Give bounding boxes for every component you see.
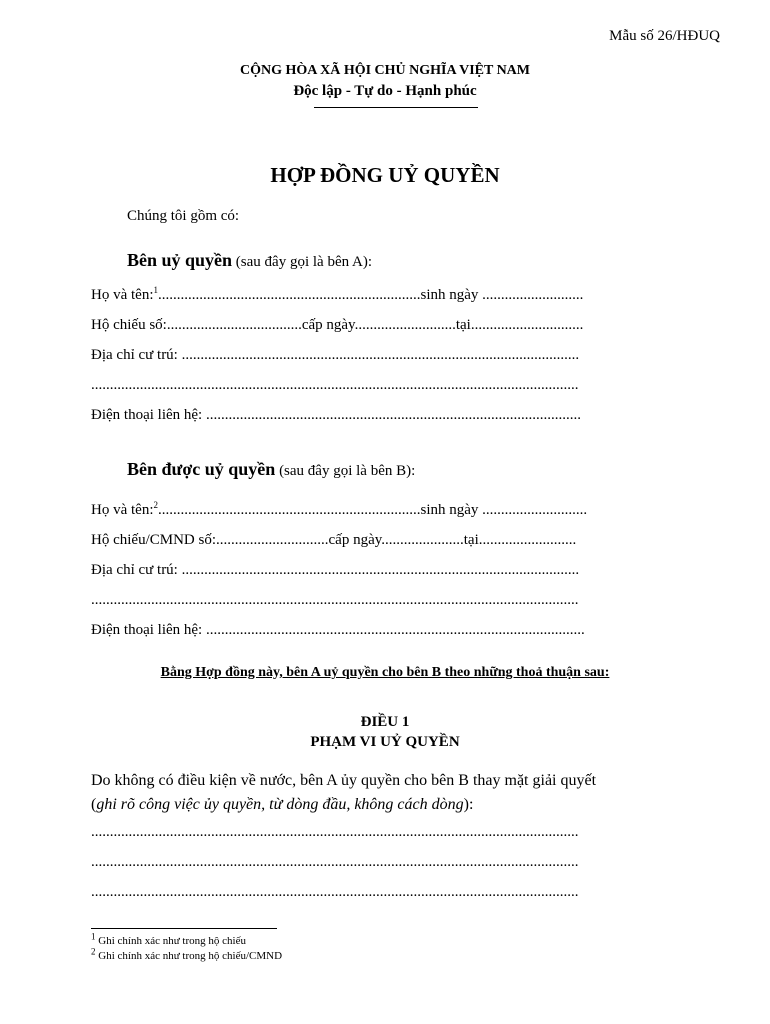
party-a-address-continuation[interactable]: .................................................................................................................................. (91, 377, 579, 393)
party-a-issued-field[interactable]: ........................... (354, 317, 456, 333)
party-b-phone-label: Điện thoại liên hệ: (91, 622, 206, 638)
article-1-line-2[interactable]: .................................................................................................................................. (91, 854, 579, 870)
agreement-statement: Bằng Hợp đồng này, bên A uỷ quyền cho bên B theo những thoả thuận sau: (160, 665, 610, 680)
party-a-phone-label: Điện thoại liên hệ: (91, 407, 206, 423)
intro-text: Chúng tôi gồm có: (127, 208, 240, 224)
article-1-number: ĐIỀU 1 (360, 714, 410, 730)
party-a-place-label: tại (455, 317, 471, 333)
document-title: HỢP ĐỒNG UỶ QUYỀN (270, 163, 500, 187)
party-b-passport-label: Hộ chiếu/CMND số: (91, 532, 216, 548)
party-b-issued-field[interactable]: ...................... (381, 532, 464, 548)
party-a-name-label: Họ và tên: (91, 287, 154, 303)
nation-motto: Độc lập - Tự do - Hạnh phúc (293, 83, 477, 99)
footnote-1-text: Ghi chính xác như trong hộ chiếu (95, 935, 246, 947)
party-a-place-field[interactable]: .............................. (470, 317, 584, 333)
party-a-heading (127, 250, 372, 271)
party-b-place-field[interactable]: .......................... (478, 532, 577, 548)
footnote-separator (91, 928, 277, 929)
party-a-passport-line (91, 317, 583, 334)
party-a-phone-field[interactable]: .................................................................................................... (205, 407, 581, 423)
article-1-line-1[interactable]: .................................................................................................................................. (91, 824, 579, 840)
party-a-address-label: Địa chỉ cư trú: (91, 347, 182, 363)
party-b-heading-bold: Bên được uỷ quyền (127, 459, 276, 479)
party-b-dob-field[interactable]: ............................ (482, 502, 588, 518)
party-b-phone-field[interactable]: ..................................................................................................... (205, 622, 585, 638)
party-a-phone-line (91, 407, 581, 424)
footnote-1 (91, 931, 246, 947)
party-b-issued-label: cấp ngày (328, 532, 382, 548)
footnote-1-mark: 1 (91, 931, 96, 942)
party-b-address-continuation[interactable]: .................................................................................................................................. (91, 592, 579, 608)
party-b-name-label: Họ và tên: (91, 502, 154, 518)
party-a-address-field[interactable]: .......................................................................................................... (181, 347, 580, 363)
motto-underline (314, 107, 478, 108)
form-code: Mẫu số 26/HĐUQ (609, 28, 720, 44)
party-a-issued-label: cấp ngày (301, 317, 355, 333)
party-a-name-field[interactable]: ...................................................................... (157, 287, 421, 303)
party-b-name-field[interactable]: ...................................................................... (157, 502, 421, 518)
party-b-name-line (91, 502, 587, 519)
party-b-dob-label: sinh ngày (420, 502, 483, 518)
nation-name: CỘNG HÒA XÃ HỘI CHỦ NGHĨA VIỆT NAM (239, 63, 530, 78)
article-1-instruction (91, 796, 473, 814)
party-b-heading (127, 459, 415, 480)
party-a-heading-note: (sau đây gọi là bên A): (232, 254, 373, 270)
party-b-passport-line (91, 532, 576, 549)
party-b-phone-line (91, 622, 585, 639)
party-b-passport-field[interactable]: .............................. (216, 532, 329, 548)
article-1-note-close: ): (463, 796, 474, 813)
article-1-note: ghi rõ công việc ủy quyền, từ dòng đầu, không cách dòng (96, 796, 464, 813)
party-b-name-footnote-ref: 2 (153, 500, 158, 510)
article-1-line-3[interactable]: .................................................................................................................................. (91, 884, 579, 900)
party-a-passport-label: Hộ chiếu số: (91, 317, 167, 333)
party-a-heading-bold: Bên uỷ quyền (127, 250, 233, 270)
party-a-name-line (91, 287, 583, 304)
party-a-dob-field[interactable]: ........................... (482, 287, 584, 303)
party-b-place-label: tại (463, 532, 479, 548)
party-a-passport-field[interactable]: .................................... (166, 317, 302, 333)
party-b-address-field[interactable]: .......................................................................................................... (181, 562, 580, 578)
article-1-heading: PHẠM VI UỶ QUYỀN (310, 734, 460, 750)
party-b-address-line (91, 562, 579, 579)
article-1-note-open: ( (91, 796, 97, 813)
party-b-heading-note: (sau đây gọi là bên B): (275, 463, 416, 479)
footnote-2-text: Ghi chính xác như trong hộ chiếu/CMND (95, 950, 283, 962)
party-a-name-footnote-ref: 1 (153, 285, 158, 295)
article-1-body: Do không có điều kiện về nước, bên A ủy quyền cho bên B thay mặt giải quyết (91, 772, 597, 789)
party-a-dob-label: sinh ngày (420, 287, 483, 303)
footnote-2-mark: 2 (91, 946, 96, 957)
party-a-address-line (91, 347, 579, 364)
footnote-2 (91, 946, 283, 962)
party-b-address-label: Địa chỉ cư trú: (91, 562, 182, 578)
